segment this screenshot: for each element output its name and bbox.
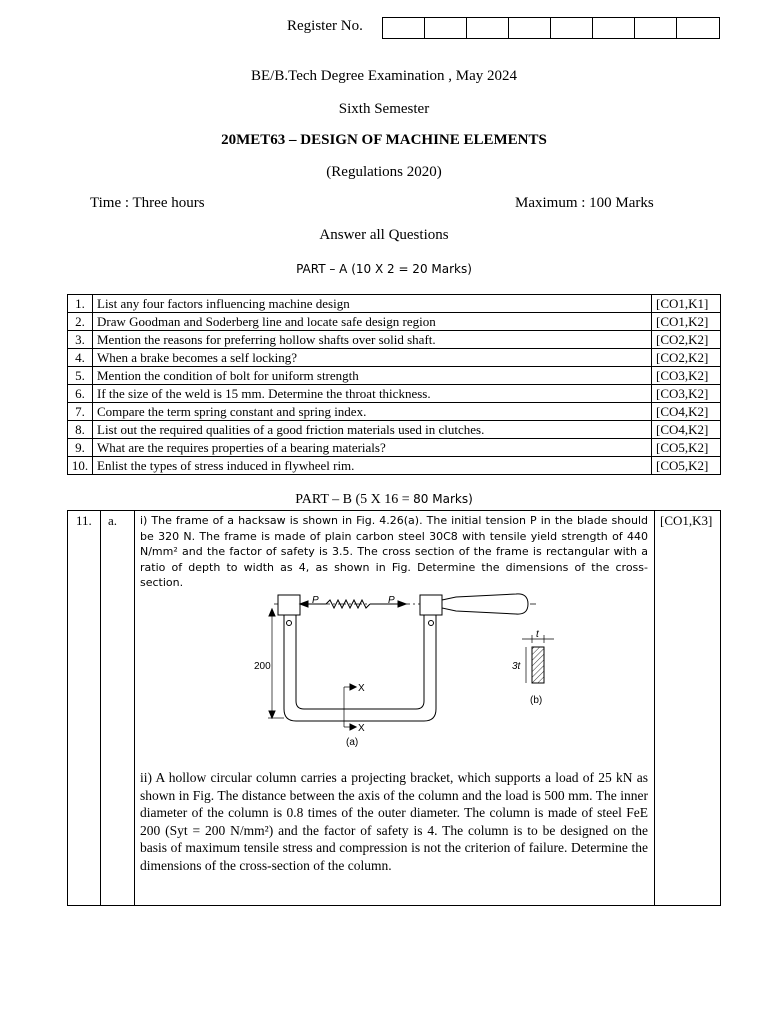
- figure-label-t: t: [536, 629, 539, 640]
- part-a-row: [68, 313, 721, 331]
- part-a-question-text: Mention the reasons for preferring hollow shafts over solid shaft.: [93, 331, 652, 349]
- question-11a-part-ii: ii) A hollow circular column carries a projecting bracket, which supports a load of 25 kN as shown in Fig. The distance between the axis of the column and the load is 500 mm. The inner diameter of the column is 0.8 times of the outer diameter. The column is made of steel FeE 200 (Syt = 200 N/mm²) and the factor of safety is 4. The column is to be designed on the basis of maximum tensile stress and compression is not the criterion of failure. Determine the dimensions of the cross-section of the column.: [140, 770, 648, 873]
- maximum-marks: Maximum : 100 Marks: [515, 195, 654, 211]
- question-11a-part-i: i) The frame of a hacksaw is shown in Fig. 4.26(a). The initial tension P in the blade should be 320 N. The frame is made of plain carbon steel 30C8 with tensile yield strength of 440 N/mm² and the factor of safety is 3.5. The cross section of the frame is rectangular with a ratio of depth to width as 4, as shown in Fig. Determine the dimensions of the cross-section.: [140, 514, 648, 589]
- part-a-question-text: List out the required qualities of a good friction materials used in clutches.: [93, 421, 652, 439]
- hacksaw-frame-figure: [256, 591, 556, 747]
- figure-label-x-bottom: X: [358, 723, 365, 734]
- register-digit-box[interactable]: [425, 18, 467, 38]
- part-a-question-co: [CO2,K2]: [652, 349, 721, 367]
- part-a-question-text: What are the requires properties of a bearing materials?: [93, 439, 652, 457]
- part-a-row: [68, 457, 721, 475]
- register-digit-box[interactable]: [677, 18, 719, 38]
- part-a-question-number: 1.: [68, 295, 93, 313]
- part-a-question-text: List any four factors influencing machine design: [93, 295, 652, 313]
- course-title: 20MET63 – DESIGN OF MACHINE ELEMENTS: [221, 132, 547, 148]
- register-digit-box[interactable]: [467, 18, 509, 38]
- part-a-row: [68, 439, 721, 457]
- register-digit-box[interactable]: [551, 18, 593, 38]
- figure-dimension-200: 200: [254, 661, 271, 672]
- part-a-question-number: 8.: [68, 421, 93, 439]
- question-sub-label: a.: [108, 513, 118, 528]
- instructions: Answer all Questions: [319, 227, 449, 243]
- part-a-question-number: 7.: [68, 403, 93, 421]
- part-a-question-co: [CO5,K2]: [652, 439, 721, 457]
- part-a-question-text: Compare the term spring constant and spring index.: [93, 403, 652, 421]
- part-a-question-text: When a brake becomes a self locking?: [93, 349, 652, 367]
- part-a-question-text: Draw Goodman and Soderberg line and locate safe design region: [93, 313, 652, 331]
- part-a-row: [68, 421, 721, 439]
- part-a-question-text: Mention the condition of bolt for uniform strength: [93, 367, 652, 385]
- part-a-question-co: [CO1,K1]: [652, 295, 721, 313]
- semester: Sixth Semester: [338, 101, 430, 117]
- register-number-boxes[interactable]: [382, 17, 720, 39]
- exam-duration: Time : Three hours: [90, 195, 205, 211]
- part-a-title: PART – A (10 X 2 = 20 Marks): [296, 262, 472, 276]
- part-a-row: [68, 349, 721, 367]
- part-a-table: [67, 294, 721, 475]
- part-b-title: [0, 492, 768, 508]
- register-digit-box[interactable]: [635, 18, 677, 38]
- figure-label-p-right: P: [388, 595, 395, 606]
- part-b-title-main: PART – B (5 X 16 =: [295, 492, 414, 507]
- part-a-question-co: [CO3,K2]: [652, 367, 721, 385]
- register-digit-box[interactable]: [593, 18, 635, 38]
- part-b-title-tail: 80 Marks): [413, 492, 473, 506]
- part-a-row: [68, 385, 721, 403]
- part-a-question-co: [CO3,K2]: [652, 385, 721, 403]
- register-digit-box[interactable]: [383, 18, 425, 38]
- part-a-question-number: 9.: [68, 439, 93, 457]
- part-b-question-box: [67, 510, 721, 906]
- part-a-question-co: [CO4,K2]: [652, 421, 721, 439]
- regulations: (Regulations 2020): [326, 164, 442, 180]
- question-number: 11.: [76, 513, 92, 528]
- figure-label-a: (a): [346, 737, 359, 748]
- part-a-question-number: 4.: [68, 349, 93, 367]
- figure-label-p-left: P: [312, 595, 319, 606]
- figure-label-3t: 3t: [512, 661, 521, 672]
- figure-label-x-top: X: [358, 683, 365, 694]
- exam-title: BE/B.Tech Degree Examination , May 2024: [251, 68, 517, 84]
- part-a-question-text: If the size of the weld is 15 mm. Determine the throat thickness.: [93, 385, 652, 403]
- part-a-row: [68, 295, 721, 313]
- part-a-row: [68, 331, 721, 349]
- register-digit-box[interactable]: [509, 18, 551, 38]
- part-a-question-number: 6.: [68, 385, 93, 403]
- part-a-question-co: [CO1,K2]: [652, 313, 721, 331]
- part-a-question-text: Enlist the types of stress induced in flywheel rim.: [93, 457, 652, 475]
- part-a-question-co: [CO2,K2]: [652, 331, 721, 349]
- part-a-question-number: 10.: [68, 457, 93, 475]
- part-a-question-number: 3.: [68, 331, 93, 349]
- register-label: Register No.: [287, 18, 363, 34]
- part-a-row: [68, 367, 721, 385]
- part-a-question-co: [CO4,K2]: [652, 403, 721, 421]
- part-a-row: [68, 403, 721, 421]
- figure-label-b: (b): [530, 695, 543, 706]
- part-a-question-co: [CO5,K2]: [652, 457, 721, 475]
- part-a-question-number: 5.: [68, 367, 93, 385]
- question-co-tag: [CO1,K3]: [660, 513, 713, 528]
- part-a-question-number: 2.: [68, 313, 93, 331]
